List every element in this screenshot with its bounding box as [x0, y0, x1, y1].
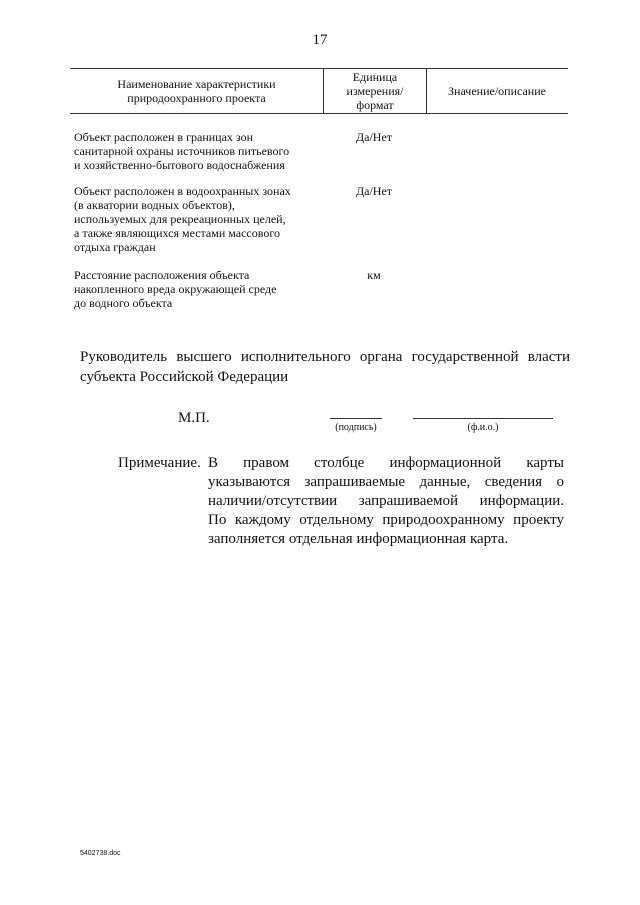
header-line: формат — [356, 98, 394, 112]
table-row — [70, 130, 568, 184]
note-line: По каждому отдельному природоохранному проекту — [208, 512, 564, 528]
row-name — [74, 268, 319, 310]
signatory-line: Руководитель высшего исполнительного органа государственной власти — [80, 349, 570, 365]
table-row — [70, 268, 568, 318]
row-unit: км — [367, 268, 381, 282]
file-name-footer: 5402738.doc — [80, 850, 121, 857]
row-name-line: до водного объекта — [74, 296, 173, 310]
info-card-table — [70, 68, 568, 318]
row-name-line: Объект расположен в границах зон — [74, 130, 254, 144]
row-name-line: Объект расположен в водоохранных зонах — [74, 184, 291, 198]
row-name — [74, 184, 319, 254]
row-name-line: используемых для рекреационных целей, — [74, 212, 286, 226]
note-label: Примечание. — [118, 455, 201, 471]
row-name-line: а также являющихся местами массового — [74, 226, 280, 240]
header-line: природоохранного проекта — [127, 91, 266, 105]
table-header — [70, 68, 568, 114]
row-name-line: накопленного вреда окружающей среде — [74, 282, 277, 296]
full-name-line — [413, 418, 553, 419]
signature-label: (подпись) — [335, 422, 377, 433]
header-line: измерения/ — [346, 84, 404, 98]
row-name-line: санитарной охраны источников питьевого — [74, 144, 290, 158]
row-unit: Да/Нет — [355, 130, 393, 144]
table-row — [70, 184, 568, 268]
row-name-line: и хозяйственно-бытового водоснабжения — [74, 158, 285, 172]
note-text — [208, 454, 564, 549]
full-name-label: (ф.и.о.) — [467, 422, 499, 433]
row-unit: Да/Нет — [355, 184, 393, 198]
row-name-line: (в акватории водных объектов), — [74, 198, 235, 212]
signatory-title — [80, 347, 570, 387]
signatory-line: субъекта Российской Федерации — [80, 369, 289, 385]
header-line: Единица — [352, 70, 398, 84]
row-name — [74, 130, 319, 172]
row-name-line: отдыха граждан — [74, 240, 156, 254]
page-number: 17 — [312, 32, 328, 48]
note-line: В правом столбце информационной карты — [208, 455, 564, 471]
header-characteristic-name — [70, 69, 323, 113]
seal-placeholder: М.П. — [178, 410, 210, 426]
note-line: указываются запрашиваемые данные, сведения о — [208, 474, 564, 490]
header-value — [426, 69, 568, 113]
header-line: Значение/описание — [448, 84, 546, 98]
header-unit — [323, 69, 427, 113]
header-line: Наименование характеристики — [117, 77, 276, 91]
note-line: заполняется отдельная информационная карта. — [208, 531, 509, 547]
note-line: наличии/отсутствии запрашиваемой информации. — [208, 493, 564, 509]
row-name-line: Расстояние расположения объекта — [74, 268, 250, 282]
signature-line — [330, 418, 382, 419]
